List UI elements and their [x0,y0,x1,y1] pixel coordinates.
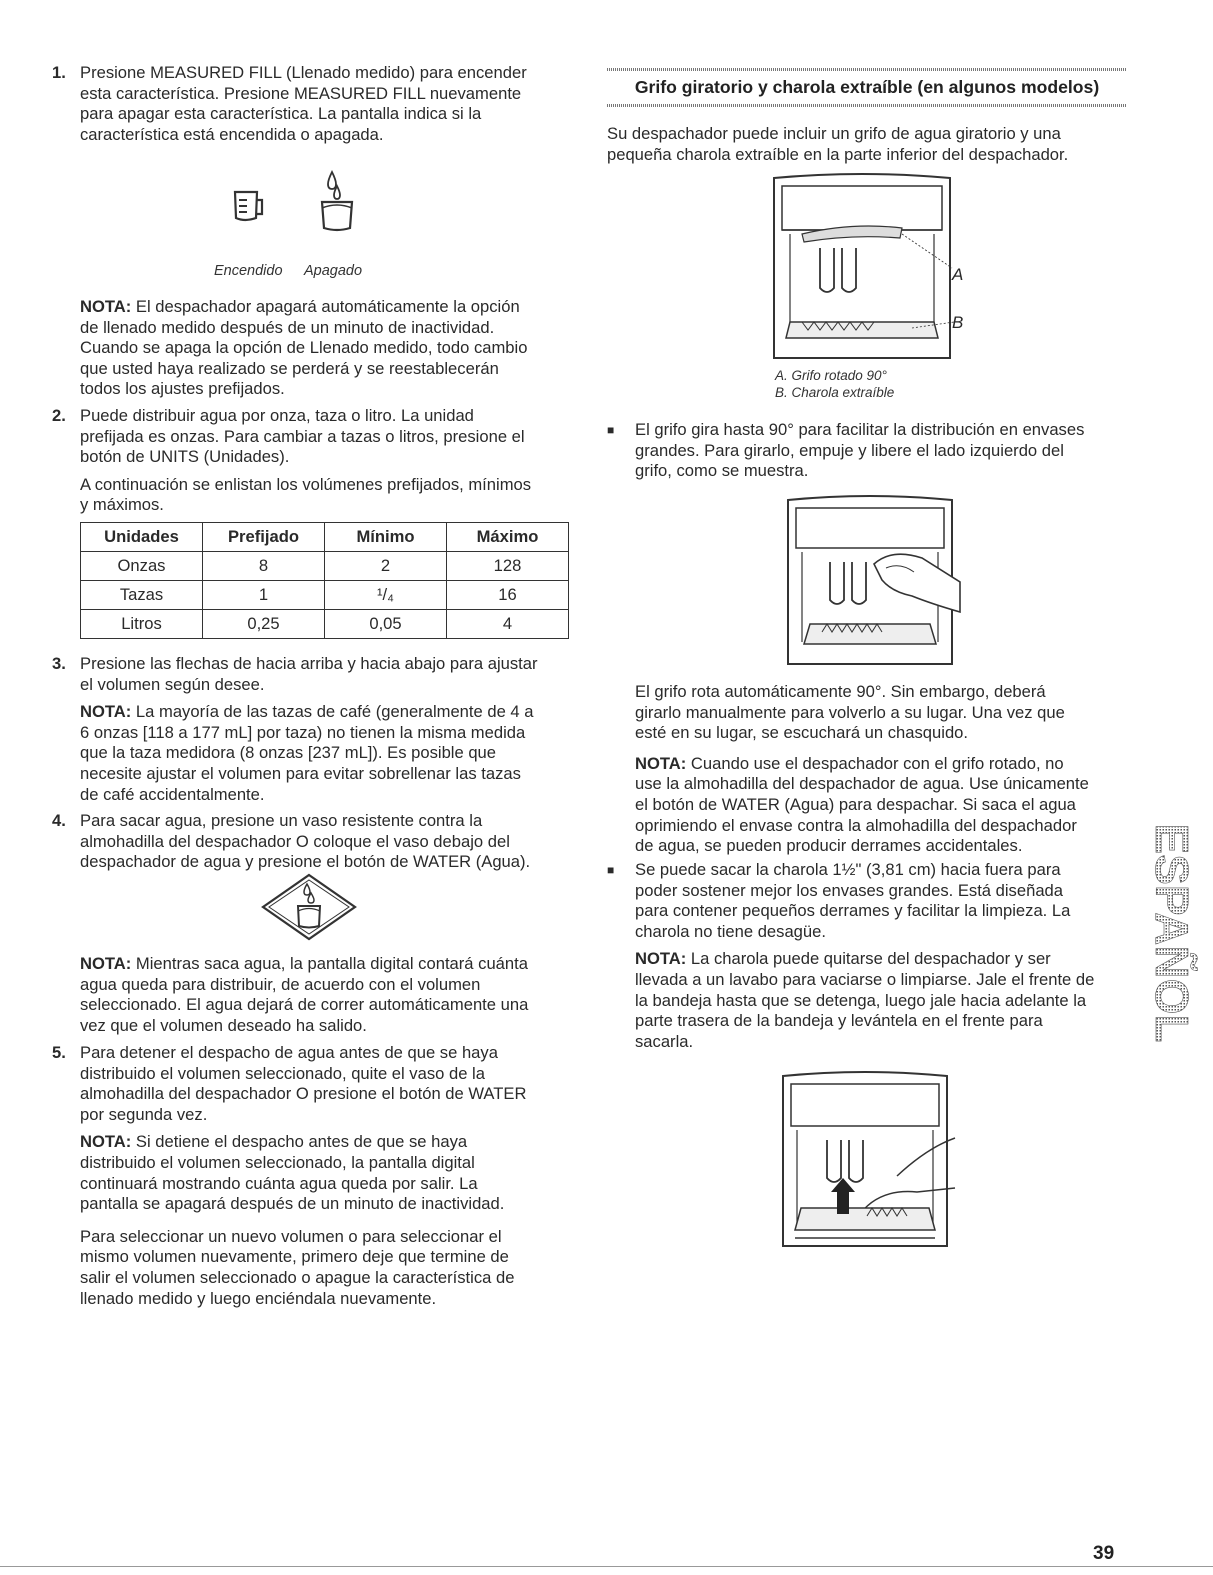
table-row [81,581,569,610]
text-line: la bandeja hasta que se detenga, luego jale hacia adelante la [635,990,1087,1010]
text-line: todos los ajustes prefijados. [80,379,285,399]
text-line: para apagar esta característica. La pantalla indica si la [80,104,482,124]
text-line: Para seleccionar un nuevo volumen o para seleccionar el [80,1226,502,1246]
text-line: grifo, como se muestra. [635,461,809,481]
step-number: 2. [52,406,66,425]
text-line: seleccionado. El agua dejará de correr automáticamente una [80,995,529,1015]
page-number: 39 [1093,1543,1115,1564]
label-a: A [952,265,964,284]
table-cell: 128 [447,552,569,581]
text-line: Puede distribuir agua por onza, taza o litro. La unidad [80,406,474,425]
step-number: 3. [52,654,66,673]
note-1 [80,297,572,400]
text-line: Presione las flechas de hacia arriba y hacia abajo para ajustar [80,654,538,673]
side-tab-graphic [1145,808,1198,1058]
table-cell: 0,25 [203,610,325,639]
text-line: Se puede sacar la charola 1½" (3,81 cm) hacia fuera para [635,860,1061,879]
text-line: El despachador apagará automáticamente la opción [131,297,520,316]
text-line: Si detiene el despacho antes de que se haya [131,1132,468,1152]
step-number: 4. [52,811,66,830]
step-number: 5. [52,1043,66,1062]
table-cell: 0,05 [325,610,447,639]
text-line: Su despachador puede incluir un grifo de agua giratorio y una [607,124,1061,143]
note-label: NOTA: [635,753,687,773]
text-line: salir el volumen seleccionado o apague la característica de [80,1267,515,1287]
tray-removal-diagram [777,1068,957,1258]
table-cell: Tazas [81,581,203,610]
volume-table [80,522,569,639]
table-row [81,610,569,639]
text-line: de llenado medido después de un minuto de inactividad. [80,317,495,337]
text-line: pequeña charola extraíble en la parte inferior del despachador. [607,144,1069,164]
text-line: 6 onzas [118 a 177 mL] por taza) no tienen la misma medida [80,722,526,742]
text-line: use la almohadilla del despachador de agua. Use únicamente [635,774,1089,794]
footer-rule [0,1566,1213,1567]
figure-caption-b: B. Charola extraíble [775,385,895,400]
dispenser-diagram [762,170,982,365]
figure-caption-a: A. Grifo rotado 90° [775,368,887,383]
bullet-square-icon: ■ [607,863,615,877]
label-b: B [952,313,964,332]
text-line: Presione MEASURED FILL (Llenado medido) para encender [80,63,527,82]
note-step-4 [80,954,572,1036]
text-line: sacarla. [635,1031,694,1051]
text-line: A continuación se enlistan los volúmenes prefijados, mínimos [80,474,532,494]
step-number: 1. [52,63,66,82]
note-label: NOTA: [80,1132,132,1152]
icon-caption-on: Encendido [214,263,283,279]
intro-paragraph [607,124,1127,165]
text-line: esté en su lugar, se escuchará un chasquido. [635,723,969,743]
note-label: NOTA: [635,949,687,969]
table-cell: Litros [81,610,203,639]
text-line: llevada a un lavabo para vaciarse o limpiarse. Jale el frente de [635,969,1095,989]
faucet-rotate-diagram [782,492,962,667]
text-line: poder sostener mejor los envases grandes. Está diseñada [635,880,1064,900]
table-cell: 4 [447,610,569,639]
text-line: parte trasera de la bandeja y levántela en el frente para [635,1011,1043,1031]
text-line: Para sacar agua, presione un vaso resistente contra la [80,811,483,830]
rotation-paragraph [635,682,1127,857]
table-cell: 8 [203,552,325,581]
note-label: NOTA: [80,702,132,722]
text-line: que usted haya realizado se perderá y se reestablecerán [80,358,499,378]
table-cell: 16 [447,581,569,610]
bullet-square-icon: ■ [607,423,615,437]
text-line: necesite ajustar el volumen para evitar sobrellenar las tazas [80,763,521,783]
table-header-cell: Unidades [81,523,203,552]
text-line: El grifo rota automáticamente 90°. Sin embargo, deberá [635,682,1046,701]
language-side-tab [1145,808,1198,1058]
text-line: almohadilla del despachador O presione el botón de WATER [80,1084,527,1104]
text-line: distribuido el volumen seleccionado, la pantalla digital [80,1152,475,1172]
text-line: despachador de agua y presione el botón de WATER (Agua). [80,852,531,872]
table-header-row [81,523,569,552]
note-label: NOTA: [80,954,132,973]
text-line: por segunda vez. [80,1104,208,1124]
text-line: El grifo gira hasta 90° para facilitar la distribución en envases [635,420,1085,439]
measured-fill-off-icon [312,168,362,234]
water-dispense-icon [259,872,359,942]
text-line: para contener pequeños derrames y facilitar la limpieza. La [635,901,1071,921]
text-line: Mientras saca agua, la pantalla digital contará cuánta [131,954,528,973]
text-line: continuará mostrando cuánta agua queda por salir. La [80,1173,478,1193]
measured-fill-on-icon [227,170,287,230]
section-title: Grifo giratorio y charola extraíble (en algunos modelos) [634,77,1100,97]
text-line: distribuido el volumen seleccionado, quite el vaso de la [80,1063,485,1083]
text-line: oprimiendo el envase contra la almohadilla del despachador [635,815,1077,835]
text-line: Cuando se apaga la opción de Llenado medido, todo cambio [80,338,528,358]
text-line: charola no tiene desagüe. [635,921,826,941]
text-line: característica está encendida o apagada. [80,124,384,144]
text-line: botón de UNITS (Unidades). [80,447,290,467]
header-rule-bottom [607,104,1127,107]
text-line: pantalla se apagará después de un minuto de inactividad. [80,1194,505,1214]
table-cell: 2 [325,552,447,581]
text-line: el botón de WATER (Agua) para despachar. Si saca el agua [635,794,1076,814]
text-line: de agua, se pueden producir derrames accidentales. [635,836,1023,856]
text-line: La mayoría de las tazas de café (generalmente de 4 a [131,702,534,722]
table-cell: ¹/₄ [325,581,447,610]
table-header-cell: Mínimo [325,523,447,552]
table-header-cell: Máximo [447,523,569,552]
text-line: grandes. Para girarlo, empuje y libere el lado izquierdo del [635,440,1064,460]
table-row [81,552,569,581]
text-line: prefijada es onzas. Para cambiar a tazas o litros, presione el [80,426,525,446]
text-line: La charola puede quitarse del despachador y ser [686,949,1051,969]
text-line: almohadilla del despachador O coloque el vaso debajo del [80,831,510,851]
text-line: el volumen según desee. [80,674,265,694]
text-line: girarlo manualmente para volverlo a su lugar. Una vez que [635,702,1065,722]
table-header-cell: Prefijado [203,523,325,552]
text-line: llenado medido y luego enciéndala nuevamente. [80,1288,437,1308]
section-header [607,68,1127,107]
text-line: vez que el volumen deseado ha salido. [80,1015,367,1035]
icon-caption-off: Apagado [304,263,363,279]
text-line: esta característica. Presione MEASURED FILL nuevamente [80,83,522,103]
note-label: NOTA: [80,297,132,316]
text-line: y máximos. [80,495,164,515]
text-line: mismo volumen nuevamente, primero deje que termine de [80,1247,509,1267]
text-line: de café accidentalmente. [80,784,265,804]
table-cell: Onzas [81,552,203,581]
side-tab-text: ESPAÑOL [1145,823,1198,1043]
text-line: que la taza medidora (8 onzas [237 mL]). Es posible que [80,743,497,763]
text-line: Cuando use el despachador con el grifo rotado, no [686,753,1064,773]
table-cell: 1 [203,581,325,610]
text-line: Para detener el despacho de agua antes de que se haya [80,1043,498,1062]
text-line: agua queda para distribuir, de acuerdo con el volumen [80,974,481,994]
